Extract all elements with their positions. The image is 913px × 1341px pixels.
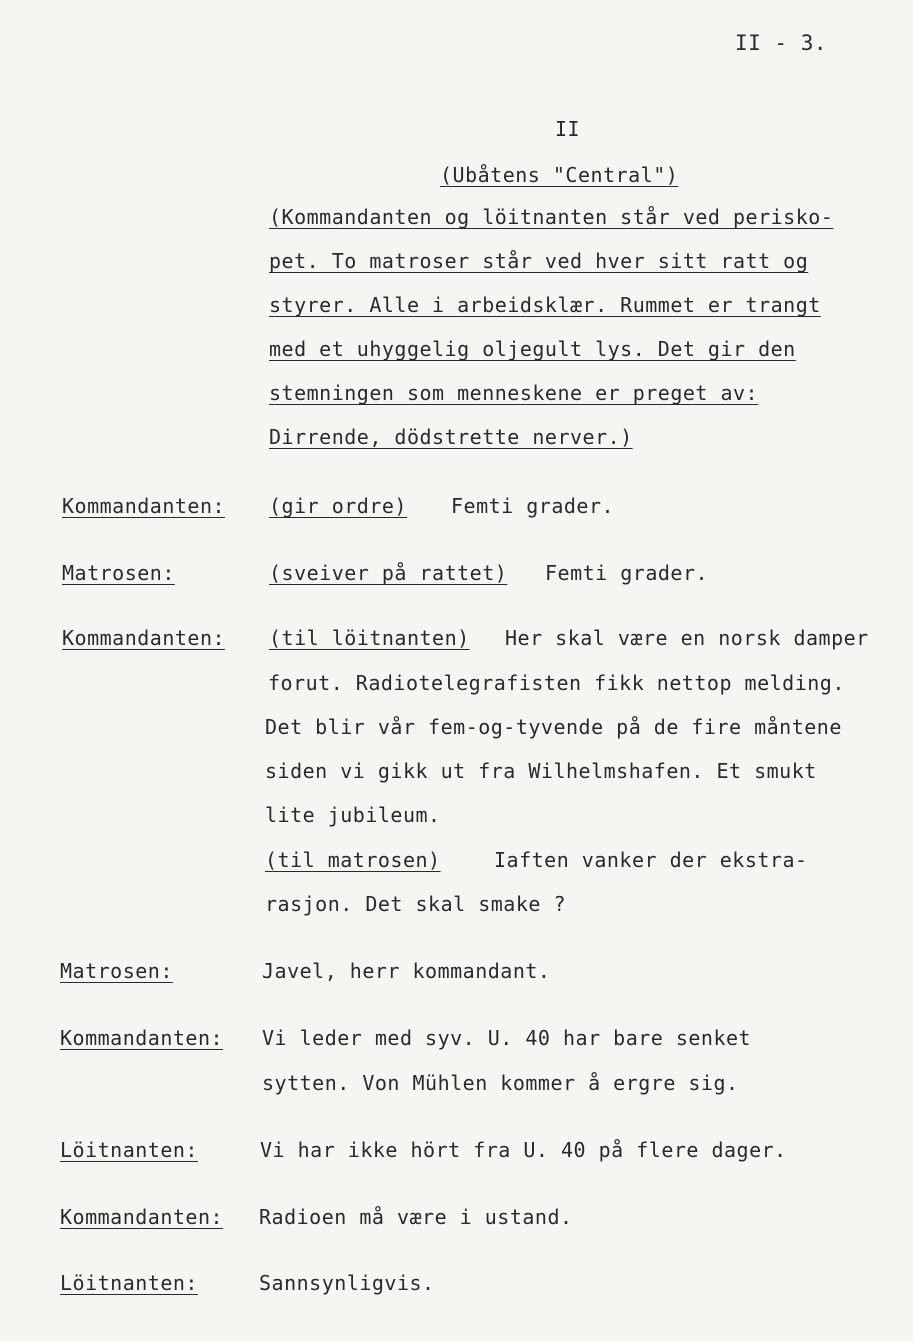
dialogue-line: Femti grader.: [451, 494, 615, 518]
dialogue-line: lite jubileum.: [265, 803, 441, 827]
speaker-name: Matrosen:: [62, 561, 175, 585]
dialogue-line: Her skal være en norsk damper: [505, 626, 869, 650]
speaker-name: Löitnanten:: [60, 1138, 198, 1162]
speaker-name: Matrosen:: [60, 959, 173, 983]
dialogue-line: forut. Radiotelegrafisten fikk nettop melding.: [268, 671, 845, 695]
dialogue-line: Javel, herr kommandant.: [262, 959, 551, 983]
acting-direction: (sveiver på rattet): [269, 561, 508, 585]
dialogue-line: sytten. Von Mühlen kommer å ergre sig.: [262, 1071, 739, 1095]
stage-direction-line: (Kommandanten og löitnanten står ved perisko-: [269, 205, 834, 229]
act-title: II: [555, 117, 581, 141]
dialogue-line: Iaften vanker der ekstra-: [494, 848, 808, 872]
stage-direction-line: Dirrende, dödstrette nerver.): [269, 425, 633, 449]
acting-direction: (til löitnanten): [269, 626, 470, 650]
stage-direction-line: pet. To matroser står ved hver sitt ratt og: [269, 249, 809, 273]
dialogue-line: Det blir vår fem-og-tyvende på de fire måntene: [265, 715, 842, 739]
stage-direction-line: styrer. Alle i arbeidsklær. Rummet er trangt: [269, 293, 821, 317]
speaker-name: Kommandanten:: [60, 1026, 224, 1050]
speaker-name: Kommandanten:: [62, 494, 226, 518]
speaker-name: Kommandanten:: [62, 626, 226, 650]
stage-direction-line: stemningen som menneskene er preget av:: [269, 381, 759, 405]
bleed-through-mark: [70, 110, 82, 134]
dialogue-line: siden vi gikk ut fra Wilhelmshafen. Et smukt: [265, 759, 817, 783]
dialogue-line: Vi leder med syv. U. 40 har bare senket: [262, 1026, 752, 1050]
stage-direction-line: med et uhyggelig oljegult lys. Det gir den: [269, 337, 796, 361]
dialogue-line: Radioen må være i ustand.: [259, 1205, 573, 1229]
dialogue-line: Femti grader.: [545, 561, 709, 585]
speaker-name: Kommandanten:: [60, 1205, 224, 1229]
speaker-name: Löitnanten:: [60, 1271, 198, 1295]
dialogue-line: Vi har ikke hört fra U. 40 på flere dager.: [260, 1138, 787, 1162]
dialogue-line: Sannsynligvis.: [259, 1271, 435, 1295]
acting-direction: (gir ordre): [269, 494, 407, 518]
page-number: II - 3.: [735, 31, 828, 55]
dialogue-line: rasjon. Det skal smake ?: [265, 892, 566, 916]
acting-direction: (til matrosen): [265, 848, 441, 872]
scene-subtitle: (Ubåtens "Central"): [440, 163, 679, 187]
